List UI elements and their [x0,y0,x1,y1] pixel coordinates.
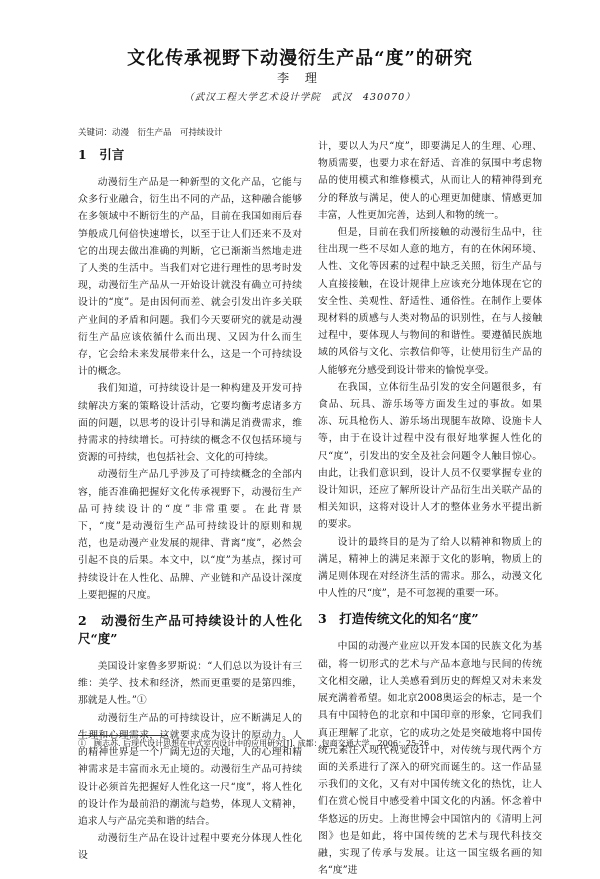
paragraph: 我们知道，可持续设计是一种构建及开发可持续解决方案的策略设计活动，它要均衡考虑诸多方面的问题，以思考的设计引导和满足消费需求，维持需求的持续增长。可持续的概念不仅包括环境与资源的可持续，也包括社会、文化的可持续。 [78,383,302,464]
author-name: 李 理 [277,71,323,85]
paragraph: 美国设计家鲁多罗斯说：“人们总以为设计有三维：美学、技术和经济，然而更重要的是第四维，那就是人性。”① [78,661,302,707]
author-affiliation: （武汉工程大学艺术设计学院 武汉 430070） [184,92,416,103]
paragraph: 动漫衍生产品几乎涉及了可持续概念的全部内容，能否准确把握好文化传承视野下，动漫衍生产品可持续设计的“度”非常重要。在此背景下，“度”是动漫衍生产品可持续设计的原则和规范，也是动漫产业发展的规律、背离“度”，必然会引起不良的后果。本文中，以“度”为基点，探讨可持续设计在人性化、品牌、产业链和产品设计深度上要把握的尺度。 [78,469,302,601]
paragraph: 设计的最终目的是为了给人以精神和物质上的满足，精神上的满足来源于文化的影响，物质上的满足则体现在对经济生活的需求。那么，动漫文化中人性的尺“度”，是不可忽视的重要一环。 [318,536,542,600]
paragraph: 动漫衍生产品是一种新型的文化产品，它能与众多行业融合，衍生出不同的产品，这种融合能够在多领域中不断衍生的产品，目前在我国如雨后春笋般成几何倍快速增长，以至于让人们还来不及对它的出现去做出准确的判断，它已渐渐当然地走进了人类的生活中。当我们对它进行理性的思考时发现，动漫衍生产品从一开始设计就没有确立可持续设计的“度”。是由因何而差、就会引发出许多关联产业间的矛盾和问题。我们今天要研究的就是动漫衍生产品应该依循什么而出现、又因为什么而生存，它会给未来发展带来什么，这是一个可持续设计的概念。 [78,177,302,378]
paragraph: 在我国，立体衍生品引发的安全问题很多，有食品、玩具、游乐场等方面发生过的事故。如果冻、玩具枪伤人、游乐场出现腿车故障、设施卡人等，由于在设计过程中没有很好地掌握人性化的尺“度”，引发出的安全及社会问题令人触目惊心。由此，让我们意识到，设计人员不仅要掌握专业的设计知识，还应了解所设计产品衍生出关联产品的相关知识，这将对设计人才的整体业务水平提出新的要求。 [318,381,542,531]
paper-title: 文化传承视野下动漫衍生产品“度”的研究 [127,48,473,69]
right-column [318,138,542,879]
section-heading-humanization: 2 动漫衍生产品可持续设计的人性化尺“度” [78,613,302,647]
left-column [78,138,302,865]
paragraph: 动漫衍生产品的可持续设计，应不断满足人的生理和心理需求，这就要求成为设计的原动力。人的精神世界是一个广阔无边的天地，人的心理和精神需求是丰富而永无止境的。动漫衍生产品可持续设计必须首先把握好人性化这一尺“度”，将人性化的设计作为最前沿的潮流与趋势，体现人文精神，追求人与产品完美和谐的结合。 [78,712,302,827]
footnote-divider [78,735,168,736]
paragraph: 但是，目前在我们所接触的动漫衍生品中，往往出现一些不尽如人意的地方，有的在休闲环境、人性、文化等因素的过程中缺乏关照，衍生产品与人直接接触，在设计规律上应该充分地体现在它的安全性、美观性、舒适性、通俗性。在制作上要体现材料的质感与人类对物品的识别性，在与人接触过程中，要体现人与物间的和谐性。要遵循民族地域的风俗与文化、宗教信仰等，让使用衍生产品的人能够充分感受到设计带来的愉悦享受。 [318,227,542,376]
section-heading-traditional-culture: 3 打造传统文化的知名“度” [318,611,479,627]
footnote: ① 顾志苏. 后现代设计思想在中式室内设计中的应用研究[J]. 成都：包商交通大学，2006：25-26 [78,739,430,748]
paragraph: 中国的动漫产业应以开发本国的民族文化为基础，将一切形式的艺术与产品本意地与民间的传统文化相交融，让人美感看到历史的辉煌又对未来发展充满着希望。如北京2008奥运会的标志，是一个具有中国特色的北京和中国印章的形象，它同我们真正理解了北京，它的成功之处是突破地将中国传统元素注入现代视觉设计中，对传统与现代两个方面的关系进行了深入的研究而诞生的。这一作品显示我们的文化，又有对中国传统文化的热忱，让人们在赏心悦目中感受着中国文化的内涵。怀念着中华悠远的历史。上海世博会中国馆内的《清明上河图》也是如此，将中国传统的艺术与现代科技交融，实现了传承与发展。让这一国宝级名画的知名“度”进 [318,641,542,877]
paragraph: 动漫衍生产品在设计过程中要充分体现人性化设 [78,833,302,862]
section-heading-introduction: 1 引言 [78,147,125,162]
paragraph: 计，要以人为尺“度”，即要满足人的生理、心理、物质需要，也要力求在舒适、音准的氛围中考虑物品的使用模式和维修模式，从而让人的精神得到充分的释放与满足，使人的心理更加健康、情感更加丰富，人性更加完善，达到人和物的统一。 [318,141,542,221]
keywords: 关键词：动漫 衍生产品 可持续设计 [78,128,223,138]
